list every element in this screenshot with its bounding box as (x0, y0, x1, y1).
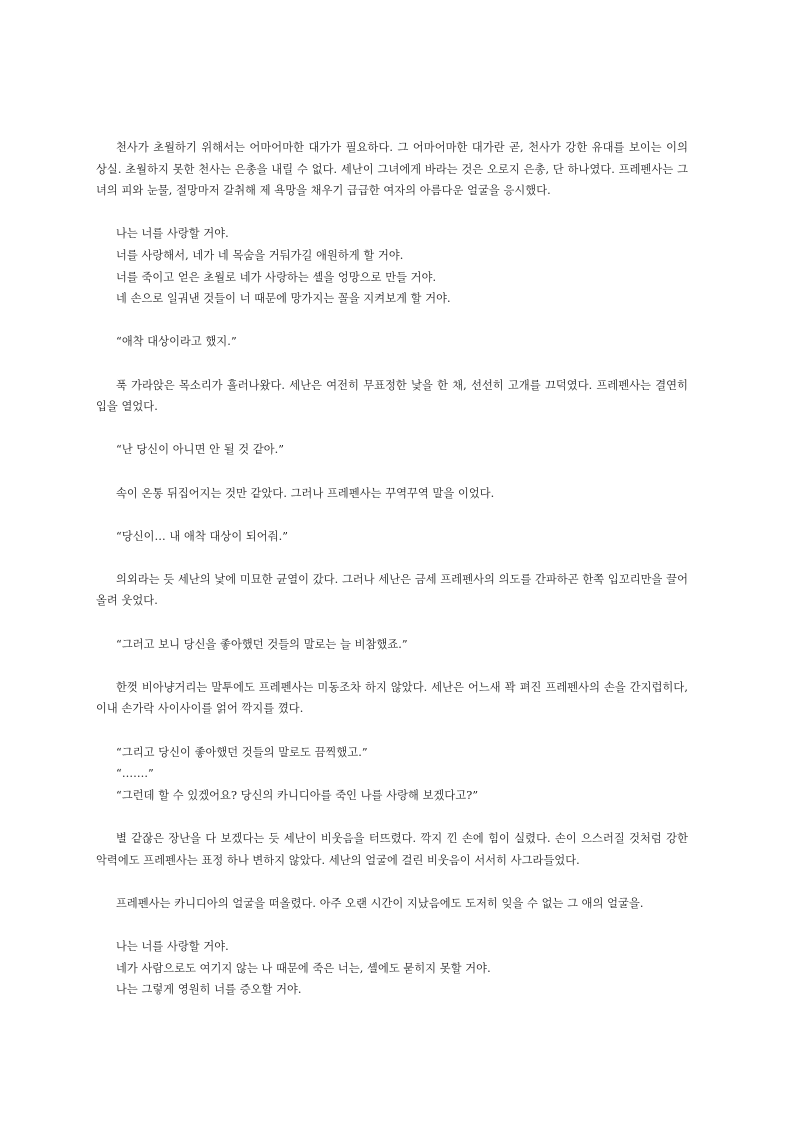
paragraph-spacer (96, 310, 688, 332)
paragraph: 별 같잖은 장난을 다 보겠다는 듯 세난이 비웃음을 터뜨렸다. 깍지 낀 손에 힘이 실렸다. 손이 으스러질 것처럼 강한 악력에도 프레펜사는 표정 하나 변하지 않았다. 세난의 얼굴에 걸린 비웃음이 서서히 사그라들었다. (96, 832, 688, 867)
text-line: 네 손으로 일궈낸 것들이 너 때문에 망가지는 꼴을 지켜보게 할 거야. (116, 292, 451, 306)
text-line: 네가 사람으로도 여기지 않는 나 때문에 죽은 너는, 셸에도 묻히지 못할 거야. (116, 961, 491, 975)
paragraph: 푹 가라앉은 목소리가 흘러나왔다. 세난은 여전히 무표정한 낯을 한 채, 선선히 고개를 끄덕였다. 프레펜사는 결연히 입을 열었다. (96, 378, 688, 414)
dialogue-line: “애착 대상이라고 했지.” (116, 335, 237, 349)
paragraph: 의외라는 듯 세난의 낯에 미묘한 균열이 갔다. 그러나 세난은 금세 프레펜사의 의도를 간파하곤 한쪽 입꼬리만을 끌어올려 웃었다. (96, 572, 688, 608)
text-line: 나는 너를 사랑할 거야. (116, 939, 229, 953)
dialogue-line: “난 당신이 아니면 안 될 것 같아.” (116, 443, 285, 457)
text-line: 나는 너를 사랑할 거야. (116, 227, 229, 241)
dialogue-line: “그러고 보니 당신을 좋아했던 것들의 말로는 늘 비참했죠.” (116, 637, 408, 651)
text-line: 너를 죽이고 얻은 초월로 네가 사랑하는 셸을 엉망으로 만들 거야. (116, 270, 437, 284)
paragraph: 천사가 초월하기 위해서는 어마어마한 대가가 필요하다. 그 어마어마한 대가란 곧, 천사가 강한 유대를 보이는 이의 상실. 초월하지 못한 천사는 은총을 내릴 수 없다. 세난이 그녀에게 바라는 것은 오로지 은총, 단 하나였다. 프레펜사는 그녀의 피와 눈물, 절망마저 갈취해 제 욕망을 채우기 급급한 여자의 아름다운 얼굴을 응시했다. (96, 141, 688, 198)
paragraph: 한껏 비아냥거리는 말투에도 프레펜사는 미동조차 하지 않았다. 세난은 어느새 꽉 펴진 프레펜사의 손을 간지럽히다, 이내 손가락 사이사이를 얽어 깍지를 꼈다. (96, 680, 688, 716)
dialogue-line: “그리고 당신이 좋아했던 것들의 말로도 끔찍했고.” (116, 745, 368, 759)
text-line: 나는 그렇게 영원히 너를 증오할 거야. (116, 983, 302, 997)
document-body (96, 137, 688, 1001)
dialogue-line: “…….” (116, 767, 154, 781)
paragraph: 속이 온통 뒤집어지는 것만 같았다. 그러나 프레펜사는 꾸역꾸역 말을 이었다. (116, 486, 495, 500)
dialogue-line: “당신이… 내 애착 대상이 되어줘.” (116, 529, 289, 543)
dialogue-line: “그런데 할 수 있겠어요? 당신의 카니디아를 죽인 나를 사랑해 보겠다고?” (116, 788, 479, 802)
paragraph: 프레펜사는 카니디아의 얼굴을 떠올렸다. 아주 오랜 시간이 지났음에도 도저히 잊을 수 없는 그 애의 얼굴을. (116, 896, 644, 910)
text-line: 너를 사랑해서, 네가 네 목숨을 거둬가길 애원하게 할 거야. (116, 248, 404, 262)
paragraph-spacer (96, 806, 688, 828)
